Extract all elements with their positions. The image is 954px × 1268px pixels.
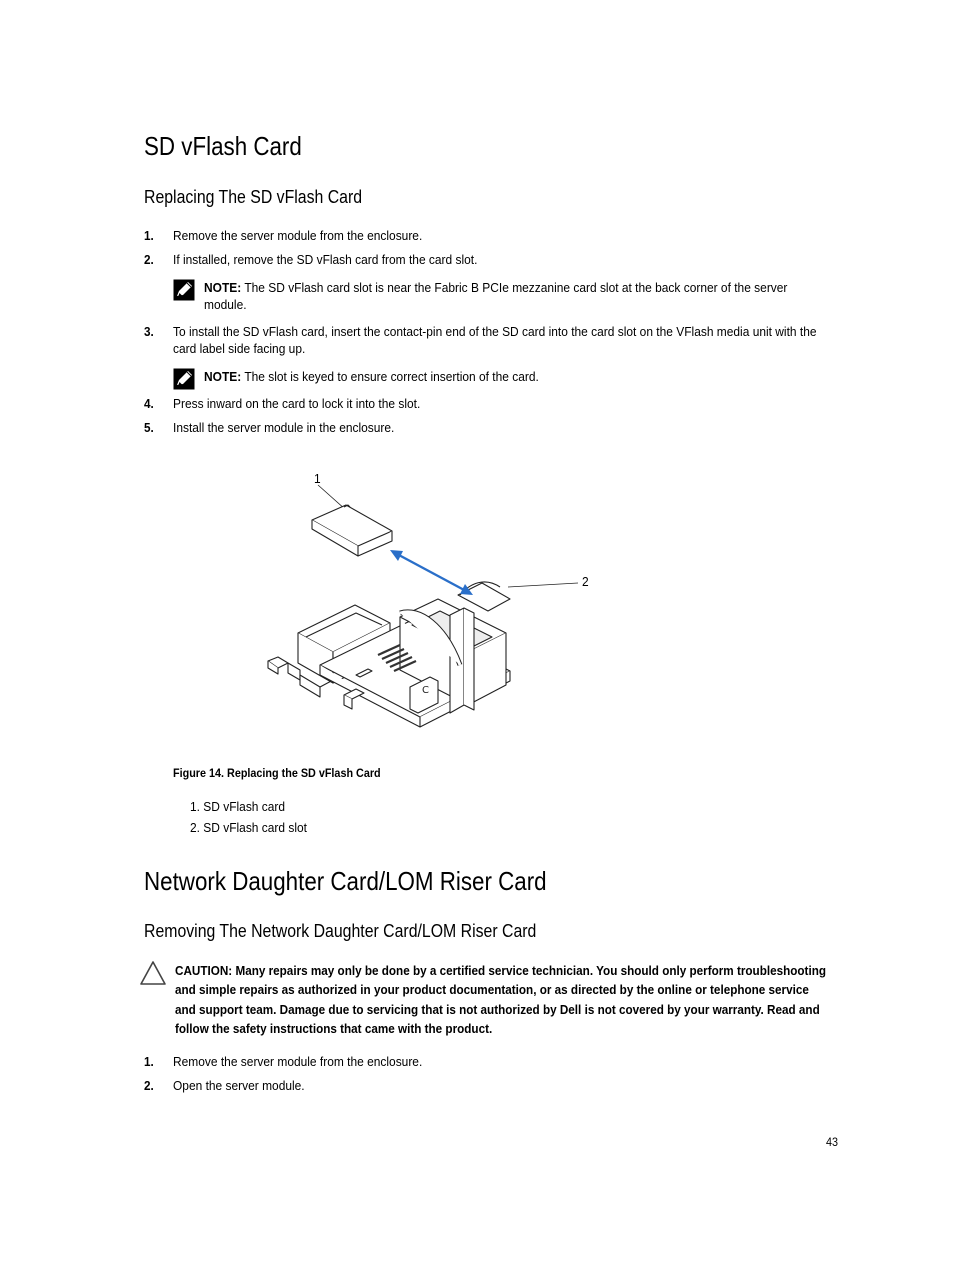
- step-text: Remove the server module from the enclosure.: [173, 228, 423, 243]
- caution-triangle-icon: [139, 960, 167, 986]
- callout-leader-2: [508, 583, 578, 587]
- step-text: If installed, remove the SD vFlash card from the card slot.: [173, 252, 478, 267]
- note-label: NOTE:: [204, 369, 242, 384]
- step-text: Install the server module in the enclosure.: [173, 420, 395, 435]
- pencil-note-icon: [173, 368, 195, 390]
- step-text: Remove the server module from the enclosure.: [173, 1054, 423, 1069]
- step-text: Open the server module.: [173, 1078, 305, 1093]
- step-text: To install the SD vFlash card, insert the contact-pin end of the SD card into the card slot on the VFlash media unit with the card label side facing up.: [173, 324, 817, 356]
- step-number: 1.: [144, 1054, 154, 1069]
- pencil-note-icon: [173, 279, 195, 301]
- svg-text:C: C: [422, 685, 429, 696]
- note-text: The SD vFlash card slot is near the Fabric B PCIe mezzanine card slot at the back corner of the server module.: [204, 280, 788, 312]
- caution-text: CAUTION: Many repairs may only be done by a certified service technician. You should only perform troubleshooting and simple repairs as authorized in your product documentation, or as directed by the online or telephone service and support team. Damage due to servicing that is not authorized by Dell is not covered by your warranty. Read and follow the safety instructions that came with the product.: [175, 963, 826, 1036]
- note-text: The slot is keyed to ensure correct insertion of the card.: [241, 369, 539, 384]
- note-1: [204, 279, 830, 313]
- insertion-arrow: [390, 550, 473, 595]
- step-number: 4.: [144, 396, 154, 411]
- subsection-title-removing: Removing The Network Daughter Card/LOM Riser Card: [144, 921, 537, 941]
- step-text: Press inward on the card to lock it into the slot.: [173, 396, 421, 411]
- step-number: 5.: [144, 420, 154, 435]
- legend-item: 1. SD vFlash card: [190, 799, 286, 814]
- step-number: 2.: [144, 1078, 154, 1093]
- note-2: [204, 368, 830, 385]
- note-label: NOTE:: [204, 280, 242, 295]
- section-title-sd-vflash: SD vFlash Card: [144, 131, 302, 161]
- step-number: 2.: [144, 252, 154, 267]
- callout-1: 1: [314, 471, 321, 486]
- figure-caption: Figure 14. Replacing the SD vFlash Card: [173, 766, 381, 780]
- step-number: 3.: [144, 324, 154, 339]
- section-title-ndc: Network Daughter Card/LOM Riser Card: [144, 866, 547, 896]
- step-number: 1.: [144, 228, 154, 243]
- callout-2: 2: [582, 574, 589, 589]
- card-slot-drawing: [268, 599, 510, 727]
- subsection-title-replacing: Replacing The SD vFlash Card: [144, 187, 363, 207]
- page-number: 43: [826, 1135, 839, 1149]
- sd-card-drawing: [312, 505, 392, 556]
- legend-item: 2. SD vFlash card slot: [190, 820, 307, 835]
- sd-vflash-illustration: [260, 465, 600, 735]
- callout-leader-1: [318, 485, 346, 510]
